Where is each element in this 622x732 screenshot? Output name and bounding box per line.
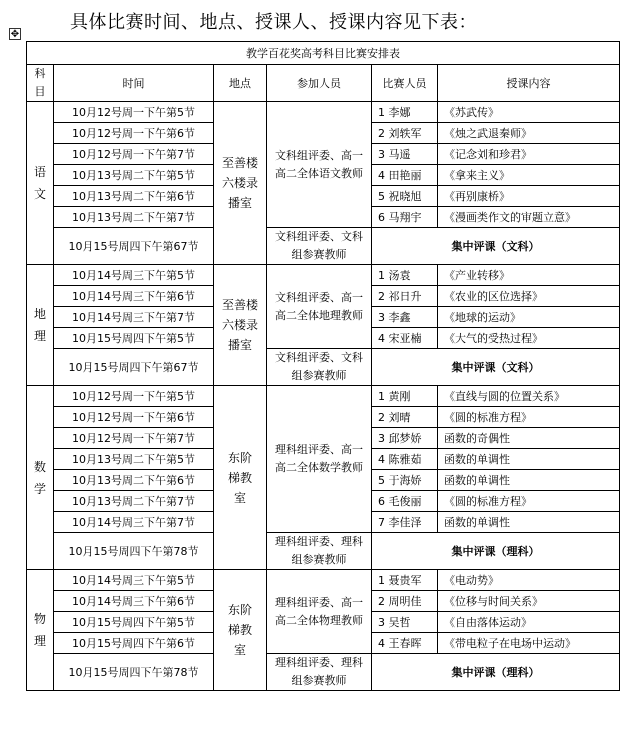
content-cell: 《苏武传》 <box>438 102 620 123</box>
time-cell: 10月14号周三下午第7节 <box>54 512 214 533</box>
contestant-cell: 2 刘轶军 <box>372 123 438 144</box>
contestant-cell: 6 马翔宇 <box>372 207 438 228</box>
subject-cell <box>27 570 54 691</box>
content-cell: 《再别康桥》 <box>438 186 620 207</box>
header-contestant: 比赛人员 <box>372 65 438 102</box>
content-cell: 《漫画类作文的审题立意》 <box>438 207 620 228</box>
summary-participants-cell: 文科组评委、文科组参赛教师 <box>267 228 372 265</box>
contestant-cell: 1 汤袁 <box>372 265 438 286</box>
content-cell: 《拿来主义》 <box>438 165 620 186</box>
participants-cell: 理科组评委、高一高二全体物理教师 <box>267 570 372 654</box>
contestant-cell: 7 李佳泽 <box>372 512 438 533</box>
contestant-cell: 5 于海娇 <box>372 470 438 491</box>
schedule-row <box>27 102 620 123</box>
contestant-cell: 4 王春晖 <box>372 633 438 654</box>
content-cell: 函数的单调性 <box>438 449 620 470</box>
contestant-cell: 3 吴哲 <box>372 612 438 633</box>
summary-row <box>27 349 620 386</box>
summary-row <box>27 654 620 691</box>
time-cell: 10月14号周三下午第6节 <box>54 286 214 307</box>
place-cell <box>214 265 267 386</box>
time-cell: 10月12号周一下午第7节 <box>54 144 214 165</box>
contestant-cell: 3 马遥 <box>372 144 438 165</box>
subject-cell <box>27 386 54 570</box>
contestant-cell: 2 祁日升 <box>372 286 438 307</box>
time-cell: 10月12号周一下午第6节 <box>54 123 214 144</box>
place-cell <box>214 386 267 570</box>
participants-cell: 理科组评委、高一高二全体数学教师 <box>267 386 372 533</box>
time-cell: 10月14号周三下午第5节 <box>54 570 214 591</box>
time-cell: 10月12号周一下午第5节 <box>54 386 214 407</box>
content-cell: 函数的奇偶性 <box>438 428 620 449</box>
summary-row <box>27 228 620 265</box>
content-cell: 《记念刘和珍君》 <box>438 144 620 165</box>
content-cell: 《圆的标准方程》 <box>438 491 620 512</box>
summary-content-cell: 集中评课（理科） <box>372 654 620 691</box>
contestant-cell: 1 聂贵军 <box>372 570 438 591</box>
contestant-cell: 2 周明佳 <box>372 591 438 612</box>
contestant-cell: 3 李鑫 <box>372 307 438 328</box>
subject-cell <box>27 102 54 265</box>
contestant-cell: 1 李娜 <box>372 102 438 123</box>
summary-content-cell: 集中评课（文科） <box>372 349 620 386</box>
time-cell: 10月13号周二下午第6节 <box>54 186 214 207</box>
place-cell <box>214 570 267 691</box>
summary-time-cell: 10月15号周四下午第78节 <box>54 654 214 691</box>
contestant-cell: 3 邱梦娇 <box>372 428 438 449</box>
time-cell: 10月15号周四下午第5节 <box>54 328 214 349</box>
table-header-row <box>27 65 620 102</box>
content-cell: 《产业转移》 <box>438 265 620 286</box>
time-cell: 10月14号周三下午第5节 <box>54 265 214 286</box>
contestant-cell: 4 田艳丽 <box>372 165 438 186</box>
participants-cell: 文科组评委、高一高二全体地理教师 <box>267 265 372 349</box>
time-cell: 10月13号周二下午第7节 <box>54 207 214 228</box>
subject-label: 语文 <box>33 165 46 201</box>
summary-participants-cell: 文科组评委、文科组参赛教师 <box>267 349 372 386</box>
schedule-row <box>27 265 620 286</box>
subject-label: 数学 <box>33 459 46 496</box>
header-time: 时间 <box>54 65 214 102</box>
header-participants: 参加人员 <box>267 65 372 102</box>
participants-cell: 文科组评委、高一高二全体语文教师 <box>267 102 372 228</box>
time-cell: 10月13号周二下午第5节 <box>54 165 214 186</box>
time-cell: 10月12号周一下午第6节 <box>54 407 214 428</box>
subject-label: 物理 <box>33 612 46 648</box>
content-cell: 《农业的区位选择》 <box>438 286 620 307</box>
header-content: 授课内容 <box>438 65 620 102</box>
time-cell: 10月13号周二下午第6节 <box>54 470 214 491</box>
time-cell: 10月14号周三下午第7节 <box>54 307 214 328</box>
place-label: 至善楼六楼录播室 <box>221 298 258 352</box>
time-cell: 10月13号周二下午第5节 <box>54 449 214 470</box>
content-cell: 《位移与时间关系》 <box>438 591 620 612</box>
summary-participants-cell: 理科组评委、理科组参赛教师 <box>267 654 372 691</box>
schedule-table-body <box>27 42 620 691</box>
time-cell: 10月12号周一下午第7节 <box>54 428 214 449</box>
page-heading: 具体比赛时间、地点、授课人、授课内容见下表： <box>70 12 477 33</box>
place-cell <box>214 102 267 265</box>
header-subject <box>27 65 54 102</box>
content-cell: 《圆的标准方程》 <box>438 407 620 428</box>
table-title: 教学百花奖高考科目比赛安排表 <box>27 42 620 65</box>
schedule-table <box>26 41 620 691</box>
content-cell: 《电动势》 <box>438 570 620 591</box>
summary-time-cell: 10月15号周四下午第67节 <box>54 349 214 386</box>
summary-time-cell: 10月15号周四下午第78节 <box>54 533 214 570</box>
content-cell: 《自由落体运动》 <box>438 612 620 633</box>
place-label: 至善楼六楼录播室 <box>222 156 259 210</box>
table-move-handle-icon[interactable]: ✥ <box>10 29 20 40</box>
header-subject-label: 科目 <box>34 67 46 98</box>
place-label: 东阶梯教室 <box>227 450 252 505</box>
summary-row <box>27 533 620 570</box>
schedule-row <box>27 386 620 407</box>
content-cell: 《大气的受热过程》 <box>438 328 620 349</box>
time-cell: 10月15号周四下午第5节 <box>54 612 214 633</box>
contestant-cell: 5 祝晓旭 <box>372 186 438 207</box>
contestant-cell: 2 刘晴 <box>372 407 438 428</box>
contestant-cell: 4 宋亚楠 <box>372 328 438 349</box>
summary-content-cell: 集中评课（理科） <box>372 533 620 570</box>
content-cell: 函数的单调性 <box>438 512 620 533</box>
summary-participants-cell: 理科组评委、理科组参赛教师 <box>267 533 372 570</box>
content-cell: 《地球的运动》 <box>438 307 620 328</box>
time-cell: 10月14号周三下午第6节 <box>54 591 214 612</box>
header-place: 地点 <box>214 65 267 102</box>
summary-content-cell: 集中评课（文科） <box>372 228 620 265</box>
summary-time-cell: 10月15号周四下午第67节 <box>54 228 214 265</box>
time-cell: 10月13号周二下午第7节 <box>54 491 214 512</box>
contestant-cell: 6 毛俊丽 <box>372 491 438 512</box>
time-cell: 10月15号周四下午第6节 <box>54 633 214 654</box>
content-cell: 《带电粒子在电场中运动》 <box>438 633 620 654</box>
contestant-cell: 1 黄刚 <box>372 386 438 407</box>
place-label: 东阶梯教室 <box>227 603 252 657</box>
contestant-cell: 4 陈雅茹 <box>372 449 438 470</box>
content-cell: 《直线与圆的位置关系》 <box>438 386 620 407</box>
schedule-row <box>27 570 620 591</box>
subject-label: 地理 <box>33 307 46 343</box>
content-cell: 《烛之武退秦师》 <box>438 123 620 144</box>
subject-cell <box>27 265 54 386</box>
time-cell: 10月12号周一下午第5节 <box>54 102 214 123</box>
content-cell: 函数的单调性 <box>438 470 620 491</box>
